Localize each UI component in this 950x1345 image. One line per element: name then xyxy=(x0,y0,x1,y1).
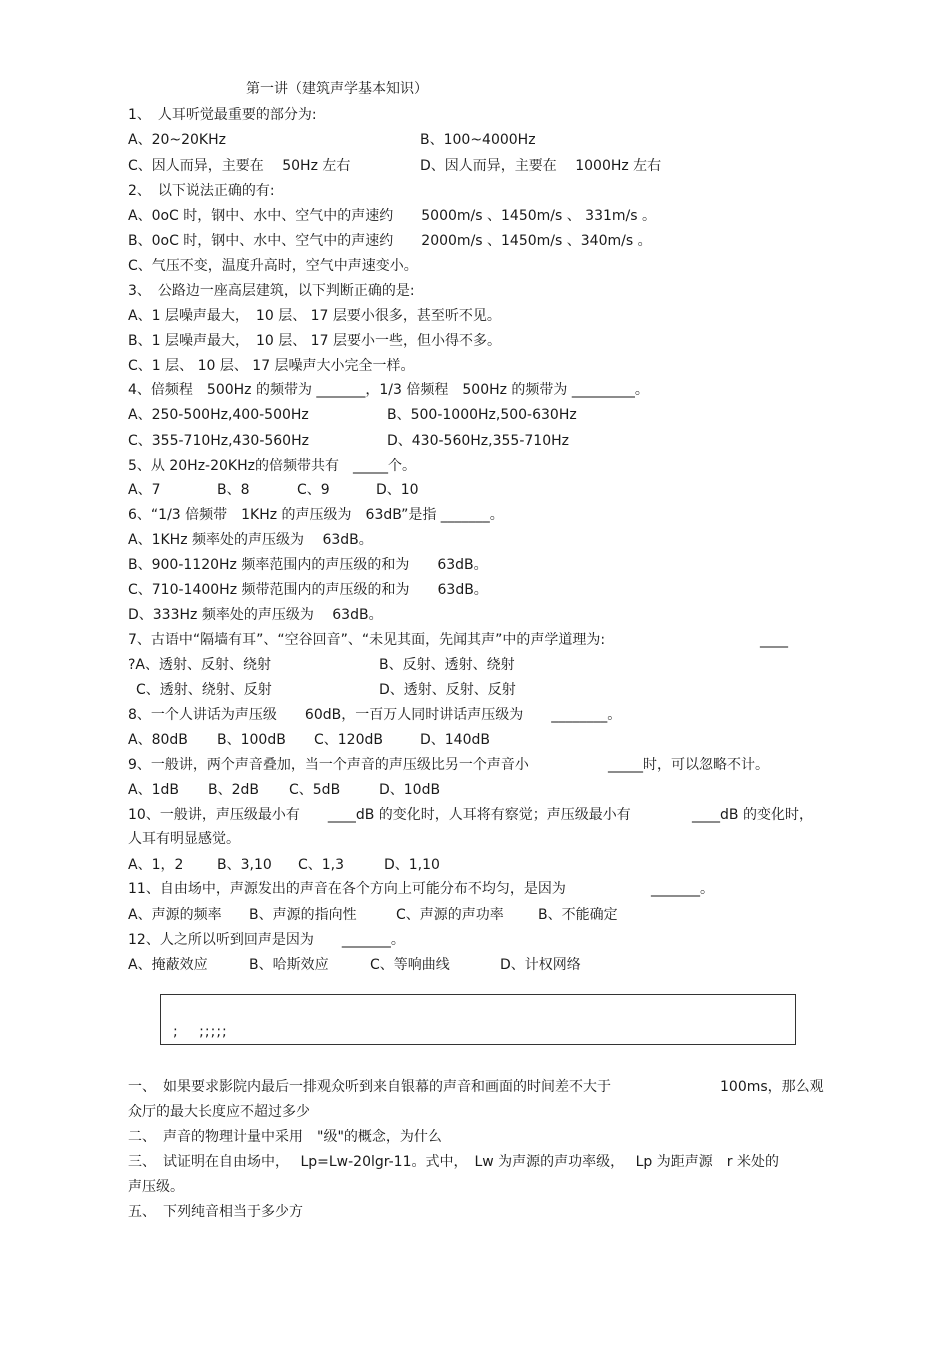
question-6-option-c: C、710-1400Hz 频带范围内的声压级的和为 63dB。 xyxy=(128,582,488,598)
question-10-stem-continued: 人耳有明显感觉。 xyxy=(128,831,240,847)
question-11-option-d: B、不能确定 xyxy=(538,907,618,923)
question-4-option-c: C、355-710Hz,430-560Hz xyxy=(128,433,309,449)
question-10-option-c: C、1,3 xyxy=(298,857,345,873)
question-12-stem: 12、人之所以听到回声是因为 _______。 xyxy=(128,932,405,948)
question-7-option-a: ?A、透射、反射、绕射 xyxy=(128,657,272,673)
question-8-option-b: B、100dB xyxy=(217,732,286,748)
question-7-blank: ____ xyxy=(760,632,788,648)
question-9-stem: 9、一般讲，两个声音叠加，当一个声音的声压级比另一个声音小 xyxy=(128,757,529,773)
question-7-stem: 7、古语中“隔墙有耳”、“空谷回音”、“未见其面，先闻其声”中的声学道理为: xyxy=(128,632,606,648)
question-12-option-a: A、掩蔽效应 xyxy=(128,957,208,973)
question-1-option-d: D、因人而异，主要在 1000Hz 左右 xyxy=(420,158,662,174)
question-3-option-a: A、1 层噪声最大， 10 层、 17 层要小很多，甚至听不见。 xyxy=(128,308,501,324)
question-4-option-a: A、250-500Hz,400-500Hz xyxy=(128,407,309,423)
question-5-option-b: B、8 xyxy=(217,482,250,498)
page-title: 第一讲（建筑声学基本知识） xyxy=(246,81,428,97)
question-12-option-d: D、计权网络 xyxy=(500,957,581,973)
question-9-option-a: A、1dB xyxy=(128,782,179,798)
question-5-option-d: D、10 xyxy=(376,482,419,498)
question-2-option-b: B、0oC 时，钢中、水中、空气中的声速约 2000m/s 、1450m/s 、340m/s 。 xyxy=(128,233,652,249)
question-10-option-a: A、1，2 xyxy=(128,857,184,873)
question-9-stem-tail: _____时，可以忽略不计。 xyxy=(608,757,769,773)
essay-2: 二、 声音的物理计量中采用 "级"的概念，为什么 xyxy=(128,1129,442,1145)
question-10-stem-tail: ____dB 的变化时， xyxy=(692,807,813,823)
question-6-option-a: A、1KHz 频率处的声压级为 63dB。 xyxy=(128,532,373,548)
question-11-option-a: A、声源的频率 xyxy=(128,907,222,923)
question-2-option-a: A、0oC 时，钢中、水中、空气中的声速约 5000m/s 、1450m/s 、 331m/s 。 xyxy=(128,208,656,224)
question-11-option-c: C、声源的声功率 xyxy=(396,907,504,923)
question-9-option-c: C、5dB xyxy=(289,782,341,798)
question-7-option-b: B、反射、透射、绕射 xyxy=(379,657,515,673)
question-9-option-d: D、10dB xyxy=(379,782,441,798)
question-4-option-d: D、430-560Hz,355-710Hz xyxy=(387,433,569,449)
question-7-option-c: C、透射、绕射、反射 xyxy=(136,682,272,698)
question-8-stem: 8、一个人讲话为声压级 60dB，一百万人同时讲话声压级为 ________。 xyxy=(128,707,622,723)
essay-5: 五、 下列纯音相当于多少方 xyxy=(128,1204,303,1220)
question-9-option-b: B、2dB xyxy=(208,782,260,798)
question-10-option-d: D、1,10 xyxy=(384,857,440,873)
question-10-option-b: B、3,10 xyxy=(217,857,272,873)
question-2-stem: 2、 以下说法正确的有: xyxy=(128,183,275,199)
question-5-option-a: A、7 xyxy=(128,482,161,498)
question-8-option-a: A、80dB xyxy=(128,732,188,748)
essay-1-head: 一、 如果要求影院内最后一排观众听到来自银幕的声音和画面的时间差不大于 xyxy=(128,1079,611,1095)
essay-3-line1: 三、 试证明在自由场中， Lp=Lw-20lgr-11。式中， Lw 为声源的声功率级， Lp 为距声源 r 米处的 xyxy=(128,1154,779,1170)
question-11-blank: _______。 xyxy=(651,881,714,897)
bordered-box xyxy=(160,994,796,1045)
question-6-option-d: D、333Hz 频率处的声压级为 63dB。 xyxy=(128,607,383,623)
essay-1-line2: 众厅的最大长度应不超过多少 xyxy=(128,1104,310,1120)
question-1-option-c: C、因人而异，主要在 50Hz 左右 xyxy=(128,158,351,174)
question-3-option-c: C、1 层、 10 层、 17 层噪声大小完全一样。 xyxy=(128,358,415,374)
question-1-option-a: A、20~20KHz xyxy=(128,132,226,148)
question-1-option-b: B、100~4000Hz xyxy=(420,132,536,148)
question-7-option-d: D、透射、反射、反射 xyxy=(379,682,516,698)
question-3-stem: 3、 公路边一座高层建筑，以下判断正确的是: xyxy=(128,283,415,299)
essay-3-line2: 声压级。 xyxy=(128,1179,184,1195)
question-1-stem: 1、 人耳听觉最重要的部分为: xyxy=(128,107,317,123)
question-4-stem: 4、倍频程 500Hz 的频带为 _______，1/3 倍频程 500Hz 的频带为 _________。 xyxy=(128,382,649,398)
question-8-option-c: C、120dB xyxy=(314,732,383,748)
question-12-option-b: B、哈斯效应 xyxy=(249,957,329,973)
question-5-stem: 5、从 20Hz-20KHz的倍频带共有 _____个。 xyxy=(128,458,416,474)
box-text: ; ;;;;; xyxy=(173,1024,228,1040)
question-10-stem: 10、一般讲，声压级最小有 ____dB 的变化时，人耳将有察觉；声压级最小有 xyxy=(128,807,631,823)
question-11-option-b: B、声源的指向性 xyxy=(249,907,357,923)
question-6-stem: 6、“1/3 倍频带 1KHz 的声压级为 63dB”是指 _______。 xyxy=(128,507,504,523)
question-5-option-c: C、9 xyxy=(297,482,330,498)
question-8-option-d: D、140dB xyxy=(420,732,490,748)
question-4-option-b: B、500-1000Hz,500-630Hz xyxy=(387,407,577,423)
essay-1-tail: 100ms，那么观 xyxy=(720,1079,824,1095)
question-6-option-b: B、900-1120Hz 频率范围内的声压级的和为 63dB。 xyxy=(128,557,488,573)
question-12-option-c: C、等响曲线 xyxy=(370,957,450,973)
question-3-option-b: B、1 层噪声最大， 10 层、 17 层要小一些，但小得不多。 xyxy=(128,333,501,349)
question-2-option-c: C、气压不变，温度升高时，空气中声速变小。 xyxy=(128,258,418,274)
question-11-stem: 11、自由场中，声源发出的声音在各个方向上可能分布不均匀，是因为 xyxy=(128,881,566,897)
